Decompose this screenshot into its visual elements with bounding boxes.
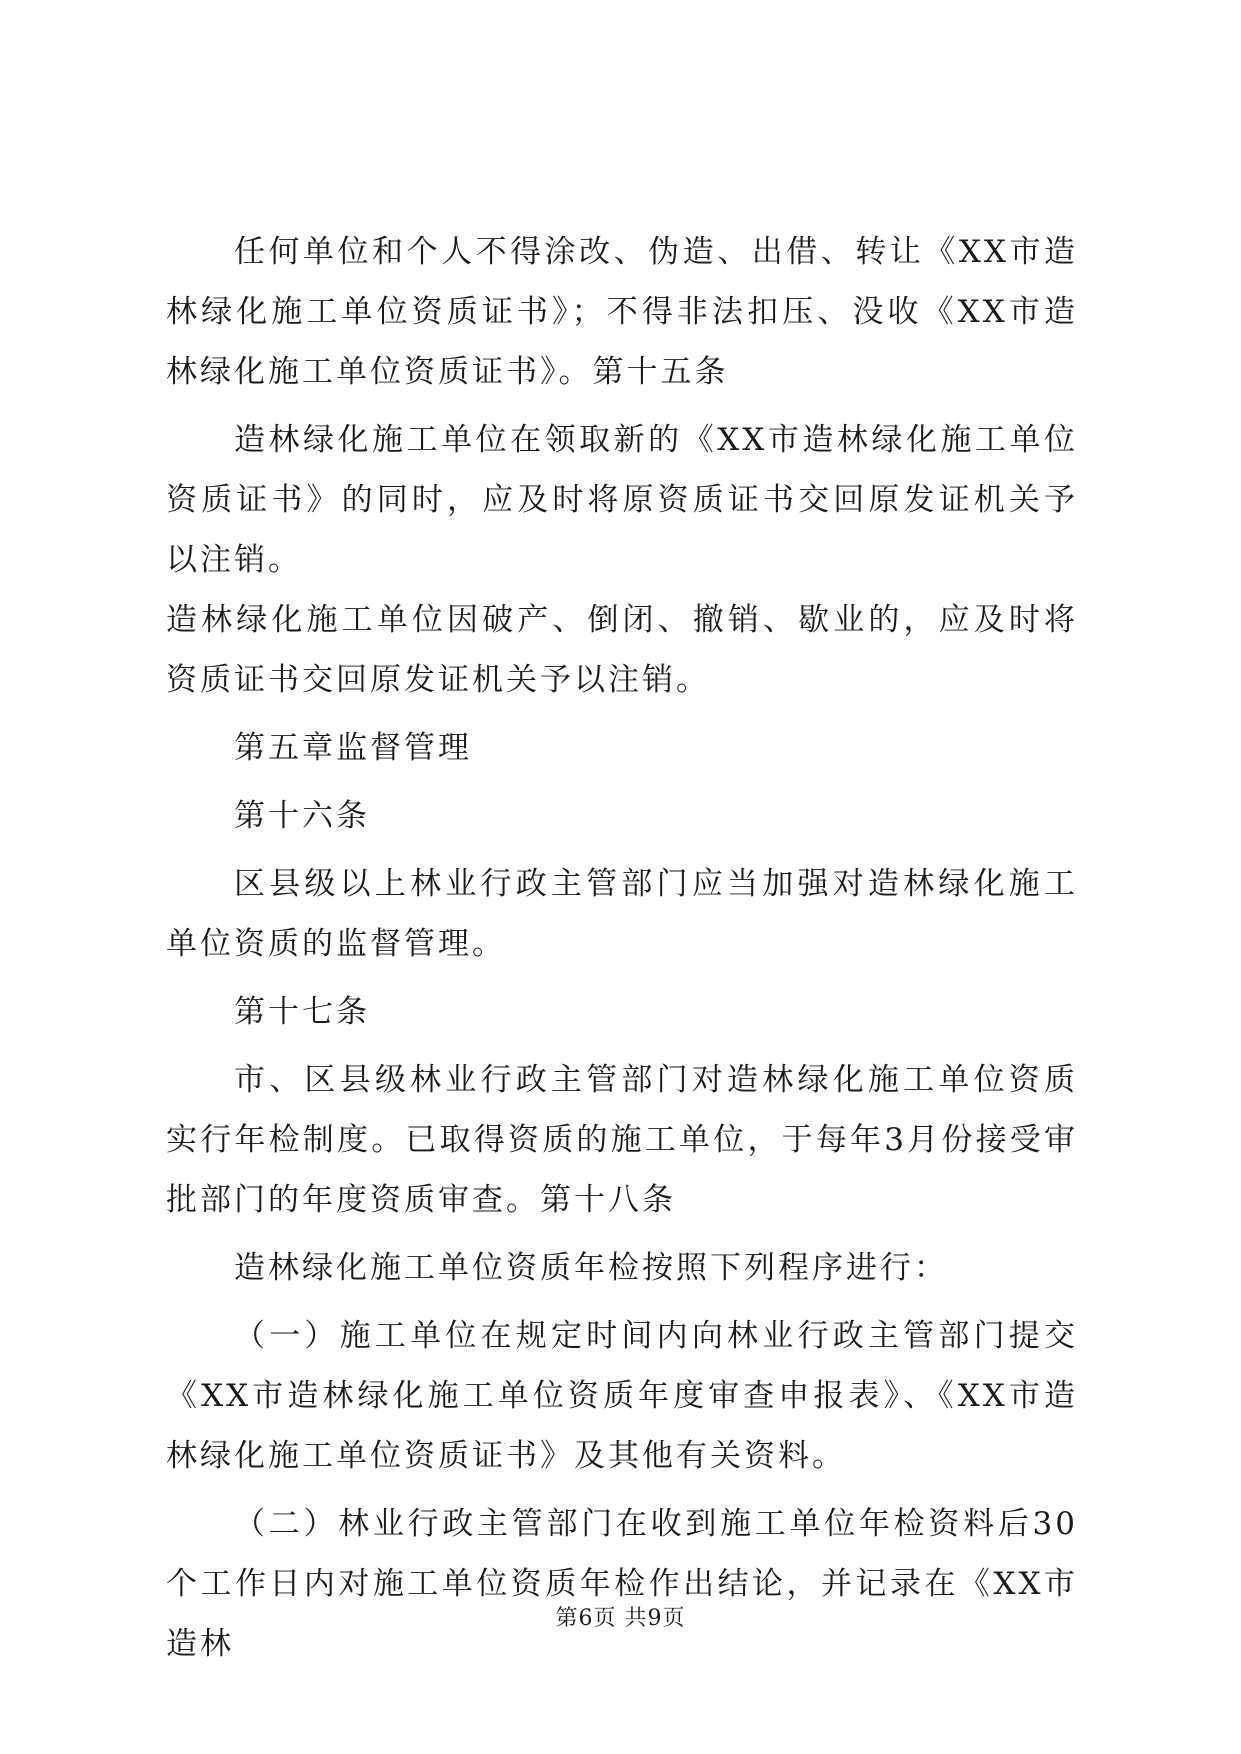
paragraph-item-2: （二）林业行政主管部门在收到施工单位年检资料后30个工作日内对施工单位资质年检作出结论，并记录在《XX市造林 (166, 1506, 1078, 1662)
paragraph-bankruptcy: 造林绿化施工单位因破产、倒闭、撤销、歇业的，应及时将资质证书交回原发证机关予以注销。 (166, 602, 1078, 698)
article-17-heading: 第十七条 (234, 994, 370, 1030)
chapter-heading: 第五章监督管理 (234, 730, 472, 766)
paragraph-article-18-intro: 造林绿化施工单位资质年检按照下列程序进行： (234, 1250, 948, 1286)
paragraph-item-1: （一）施工单位在规定时间内向林业行政主管部门提交《XX市造林绿化施工单位资质年度审查申报表》、《XX市造林绿化施工单位资质证书》及其他有关资料。 (166, 1318, 1078, 1474)
document-body (166, 222, 1078, 1682)
paragraph-new-certificate: 造林绿化施工单位在领取新的《XX市造林绿化施工单位资质证书》的同时，应及时将原资质证书交回原发证机关予以注销。 (166, 422, 1078, 578)
paragraph-article-17-content: 市、区县级林业行政主管部门对造林绿化施工单位资质实行年检制度。已取得资质的施工单位，于每年3月份接受审批部门的年度资质审查。第十八条 (166, 1062, 1078, 1218)
paragraph-article-16-content: 区县级以上林业行政主管部门应当加强对造林绿化施工单位资质的监督管理。 (166, 866, 1078, 962)
paragraph-article-14-content: 任何单位和个人不得涂改、伪造、出借、转让《XX市造林绿化施工单位资质证书》；不得非法扣压、没收《XX市造林绿化施工单位资质证书》。第十五条 (166, 234, 1078, 390)
article-16-heading: 第十六条 (234, 798, 370, 834)
page-footer: 第6页 共9页 (555, 1606, 686, 1631)
